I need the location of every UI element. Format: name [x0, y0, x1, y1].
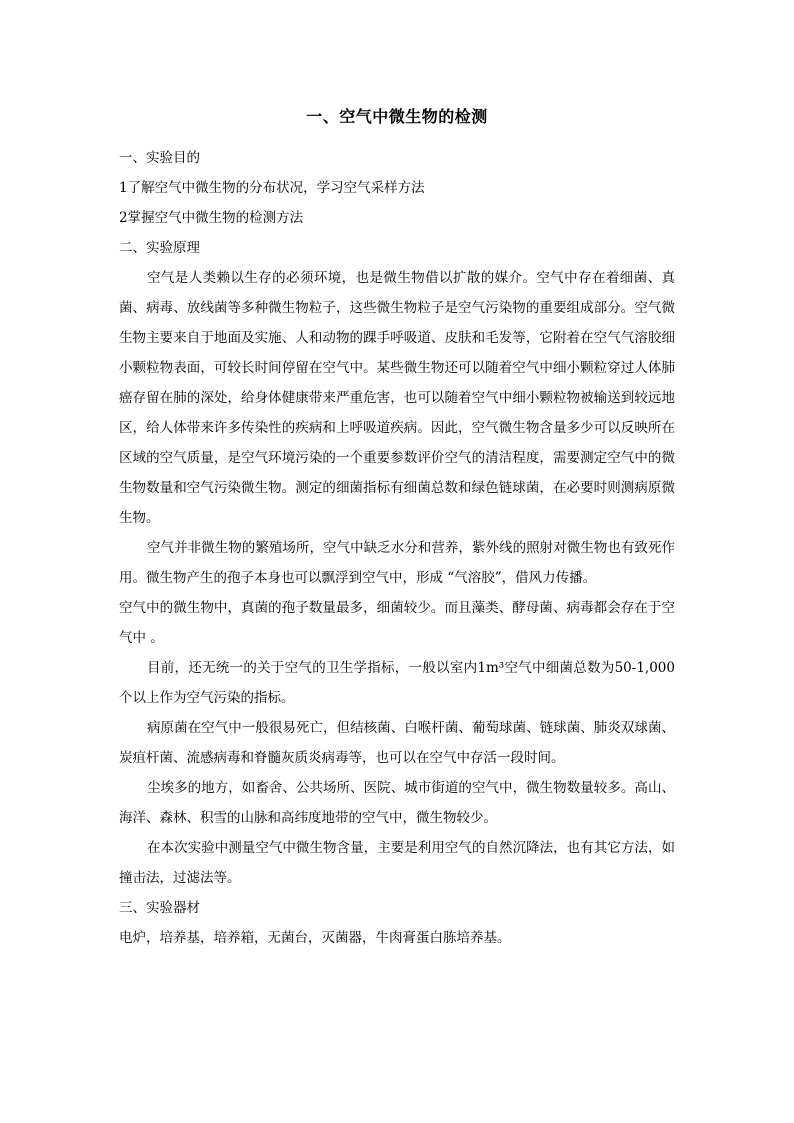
section-heading-purpose: 一、实验目的: [119, 150, 200, 166]
principle-paragraph-4: 目前，还无统一的关于空气的卫生学指标，一般以室内1m³空气中细菌总数为50-1,000个以上作为空气污染的指标。: [119, 660, 675, 706]
principle-paragraph-7: 在本次实验中测量空气中微生物含量，主要是利用空气的自然沉降法，也有其它方法，如撞击法，过滤法等。: [119, 840, 675, 886]
purpose-item-1: 1了解空气中微生物的分布状况，学习空气采样方法: [119, 180, 425, 196]
principle-paragraph-3: 空气中的微生物中，真菌的孢子数量最多，细菌较少。而且藻类、酵母菌、病毒都会存在于空气中 。: [119, 600, 675, 646]
document-body: [119, 143, 675, 953]
purpose-item-2: 2掌握空气中微生物的检测方法: [119, 210, 304, 226]
principle-paragraph-6: 尘埃多的地方，如畜舍、公共场所、医院、城市街道的空气中，微生物数量较多。高山、海洋、森林、积雪的山脉和高纬度地带的空气中，微生物较少。: [119, 780, 675, 826]
page-title: 一、空气中微生物的检测: [306, 107, 488, 126]
principle-paragraph-2: 空气并非微生物的繁殖场所，空气中缺乏水分和营养，紫外线的照射对微生物也有致死作用。微生物产生的孢子本身也可以飘浮到空气中，形成 “气溶胶”，借风力传播。: [119, 540, 675, 586]
principle-paragraph-5: 病原菌在空气中一般很易死亡，但结核菌、白喉杆菌、葡萄球菌、链球菌、肺炎双球菌、炭疽杆菌、流感病毒和脊髓灰质炎病毒等，也可以在空气中存活一段时间。: [119, 720, 675, 766]
section-heading-principle: 二、实验原理: [119, 240, 200, 256]
materials-text: 电炉，培养基，培养箱，无菌台，灭菌器，牛肉膏蛋白胨培养基。: [119, 930, 511, 946]
principle-paragraph-1: 空气是人类赖以生存的必须环境，也是微生物借以扩散的媒介。空气中存在着细菌、真菌、病毒、放线菌等多种微生物粒子，这些微生物粒子是空气污染物的重要组成部分。空气微生物主要来自于地面及实施、人和动物的踝手呼吸道、皮肤和毛发等，它附着在空气气溶胶细小颗粒物表面，可较长时间停留在空气中。某些微生物还可以随着空气中细小颗粒穿过人体肺癌存留在肺的深处，给身体健康带来严重危害，也可以随着空气中细小颗粒物被输送到较远地区，给人体带来许多传染性的疾病和上呼吸道疾病。因此，空气微生物含量多少可以反映所在区域的空气质量，是空气环境污染的一个重要参数评价空气的清洁程度，需要测定空气中的微生物数量和空气污染微生物。测定的细菌指标有细菌总数和绿色链球菌，在必要时则测病原微生物。: [119, 270, 675, 526]
section-heading-materials: 三、实验器材: [119, 900, 200, 916]
